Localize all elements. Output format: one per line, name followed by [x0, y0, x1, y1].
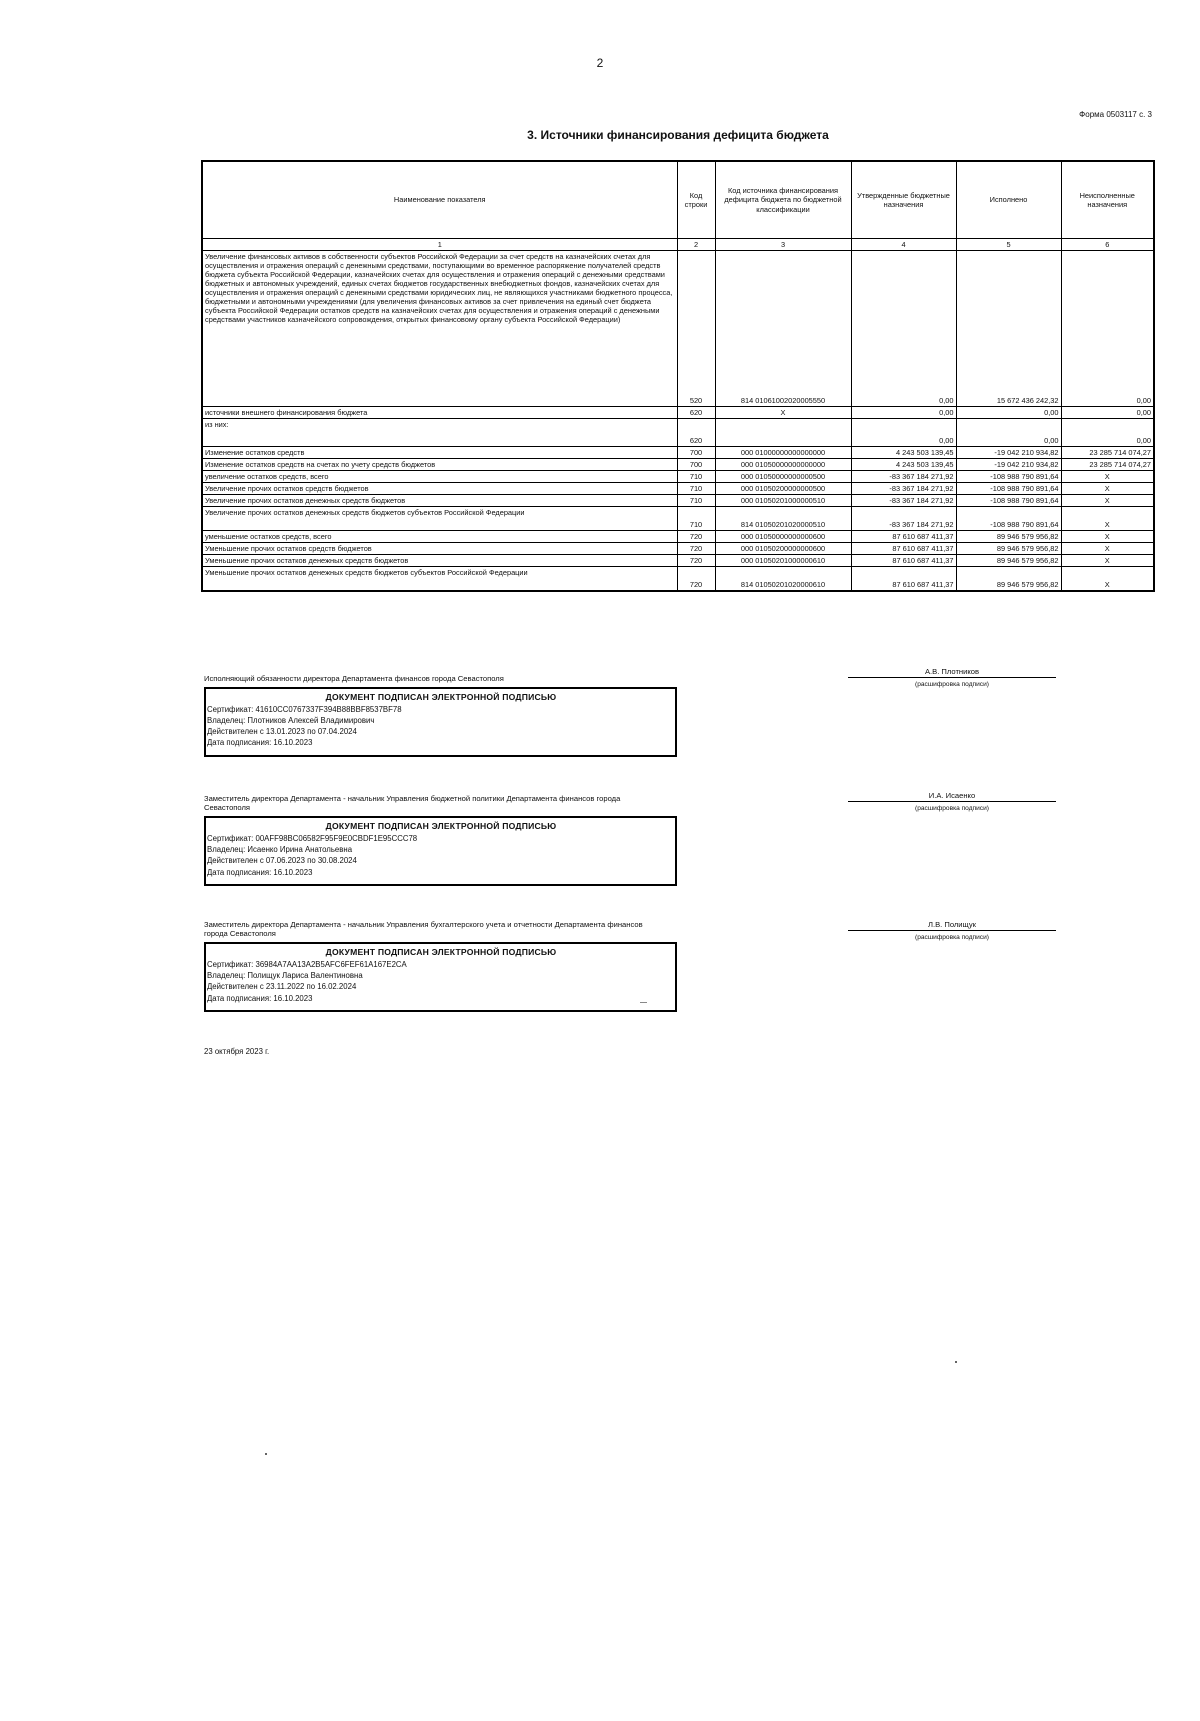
- stamp-title: ДОКУМЕНТ ПОДПИСАН ЭЛЕКТРОННОЙ ПОДПИСЬЮ: [325, 692, 557, 703]
- column-number: 2: [677, 239, 715, 251]
- stamp-signed-date: Дата подписания: 16.10.2023: [207, 993, 313, 1003]
- row-name: из них:: [202, 419, 677, 447]
- row-source-code: 000 01050201000000610: [715, 555, 851, 567]
- page-number: 2: [596, 56, 604, 70]
- signer-name: А.В. Плотников: [848, 667, 1056, 678]
- table-row: [202, 543, 1154, 555]
- row-approved: 87 610 687 411,37: [851, 543, 956, 555]
- row-line-code: 720: [677, 555, 715, 567]
- row-executed: 89 946 579 956,82: [956, 567, 1061, 591]
- row-approved: -83 367 184 271,92: [851, 483, 956, 495]
- page-title: 3. Источники финансирования дефицита бюджета: [527, 128, 829, 142]
- stamp-owner: Владелец: Плотников Алексей Владимирович: [207, 715, 375, 725]
- row-unexecuted: 0,00: [1061, 251, 1154, 407]
- header-indicator-name: Наименование показателя: [202, 161, 677, 239]
- stamp-validity: Действителен с 23.11.2022 по 16.02.2024: [207, 982, 357, 992]
- row-name: уменьшение остатков средств, всего: [202, 531, 677, 543]
- e-signature-stamp: [204, 942, 677, 1012]
- signer-hint: (расшифровка подписи): [915, 934, 989, 941]
- table-row: [202, 567, 1154, 591]
- report-date: 23 октября 2023 г.: [204, 1047, 270, 1056]
- row-line-code: 710: [677, 471, 715, 483]
- row-line-code: 700: [677, 459, 715, 471]
- row-source-code: [715, 419, 851, 447]
- row-unexecuted: 23 285 714 074,27: [1061, 459, 1154, 471]
- row-executed: -19 042 210 934,82: [956, 447, 1061, 459]
- column-number: 5: [956, 239, 1061, 251]
- e-signature-stamp: [204, 816, 677, 886]
- row-line-code: 720: [677, 531, 715, 543]
- signer-decoding: [848, 667, 1056, 688]
- row-approved: 87 610 687 411,37: [851, 531, 956, 543]
- table-row: [202, 555, 1154, 567]
- stamp-validity: Действителен с 13.01.2023 по 07.04.2024: [207, 727, 357, 737]
- row-line-code: 720: [677, 567, 715, 591]
- stamp-validity: Действителен с 07.06.2023 по 30.08.2024: [207, 856, 357, 866]
- column-number: 3: [715, 239, 851, 251]
- stamp-owner: Владелец: Полищук Лариса Валентиновна: [207, 970, 363, 980]
- row-name: Увеличение прочих остатков денежных средств бюджетов: [202, 495, 677, 507]
- stamp-signed-date: Дата подписания: 16.10.2023: [207, 867, 313, 877]
- header-line-code: Код строки: [677, 161, 715, 239]
- table-row: [202, 531, 1154, 543]
- row-source-code: 814 01050201020000610: [715, 567, 851, 591]
- signature-block: [204, 794, 677, 886]
- row-executed: 0,00: [956, 407, 1061, 419]
- row-name: Увеличение финансовых активов в собственности субъектов Российской Федерации за счет средств на казначейских счетах для осуществления и отражения операций с денежными средствами, поступающими во временное распоряжение получателей средств бюджета субъекта Российской Федерации, казначейских счетах для осуществления и отражения операций с денежными средствами бюджетных и автономных учреждений, единых счетах бюджетов государственных внебюджетных фондов, казначейских счетах для осуществления и отражения операций с денежными средствами юридических лиц, не являющихся участниками бюджетного процесса, бюджетными и автономными учреждениями (для увеличения финансовых активов за счет привлечения на единый счет бюджета субъекта Российской Федерации остатков средств на казначейских счетах для осуществления и отражения операций с денежными средствами участников казначейского сопровождения, открытых финансовому органу субъекта Российской Федерации): [202, 251, 677, 407]
- row-name: Уменьшение прочих остатков денежных средств бюджетов субъектов Российской Федерации: [202, 567, 677, 591]
- row-name: увеличение остатков средств, всего: [202, 471, 677, 483]
- stamp-title: ДОКУМЕНТ ПОДПИСАН ЭЛЕКТРОННОЙ ПОДПИСЬЮ: [325, 947, 557, 958]
- row-source-code: X: [715, 407, 851, 419]
- row-source-code: 000 01050000000000600: [715, 531, 851, 543]
- stamp-signed-date: Дата подписания: 16.10.2023: [207, 738, 313, 748]
- row-source-code: 000 01050201000000510: [715, 495, 851, 507]
- row-unexecuted: X: [1061, 531, 1154, 543]
- form-code: Форма 0503117 с. 3: [1079, 110, 1152, 119]
- row-unexecuted: 23 285 714 074,27: [1061, 447, 1154, 459]
- signer-position: Заместитель директора Департамента - начальник Управления бухгалтерского учета и отчетности Департамента финансов города Севастополя: [204, 920, 643, 939]
- row-unexecuted: X: [1061, 507, 1154, 531]
- row-unexecuted: X: [1061, 495, 1154, 507]
- row-source-code: 000 01050200000000600: [715, 543, 851, 555]
- row-approved: 87 610 687 411,37: [851, 555, 956, 567]
- row-executed: 15 672 436 242,32: [956, 251, 1061, 407]
- signer-position: Исполняющий обязанности директора Департамента финансов города Севастополя: [204, 674, 504, 683]
- header-unexecuted: Неисполненные назначения: [1061, 161, 1154, 239]
- row-approved: -83 367 184 271,92: [851, 471, 956, 483]
- row-name: Изменение остатков средств на счетах по учету средств бюджетов: [202, 459, 677, 471]
- row-source-code: 814 01061002020005550: [715, 251, 851, 407]
- row-executed: 0,00: [956, 419, 1061, 447]
- stamp-title: ДОКУМЕНТ ПОДПИСАН ЭЛЕКТРОННОЙ ПОДПИСЬЮ: [325, 821, 557, 832]
- row-source-code: 000 01050200000000500: [715, 483, 851, 495]
- row-name: Уменьшение прочих остатков средств бюджетов: [202, 543, 677, 555]
- row-unexecuted: 0,00: [1061, 407, 1154, 419]
- signer-position: Заместитель директора Департамента - начальник Управления бюджетной политики Департамента финансов города Севастополя: [204, 794, 621, 813]
- signature-block: [204, 920, 677, 1012]
- column-number: 4: [851, 239, 956, 251]
- table-row: [202, 251, 1154, 407]
- column-number: 1: [202, 239, 677, 251]
- row-approved: -83 367 184 271,92: [851, 507, 956, 531]
- row-unexecuted: 0,00: [1061, 419, 1154, 447]
- row-source-code: 814 01050201020000510: [715, 507, 851, 531]
- row-name: источники внешнего финансирования бюджета: [202, 407, 677, 419]
- row-line-code: 520: [677, 251, 715, 407]
- row-unexecuted: X: [1061, 483, 1154, 495]
- row-executed: -108 988 790 891,64: [956, 507, 1061, 531]
- table-header-row: [202, 161, 1154, 239]
- column-number: 6: [1061, 239, 1154, 251]
- row-line-code: 710: [677, 507, 715, 531]
- signer-hint: (расшифровка подписи): [915, 681, 989, 688]
- row-line-code: 620: [677, 419, 715, 447]
- signature-block: [204, 674, 677, 757]
- table-row: [202, 471, 1154, 483]
- row-approved: 4 243 503 139,45: [851, 447, 956, 459]
- table-row: [202, 407, 1154, 419]
- row-approved: 0,00: [851, 419, 956, 447]
- stamp-certificate: Сертификат: 00AFF98BC06582F95F9E0CBDF1E95CCC78: [207, 833, 418, 843]
- row-approved: -83 367 184 271,92: [851, 495, 956, 507]
- row-source-code: 000 01000000000000000: [715, 447, 851, 459]
- table-row: [202, 483, 1154, 495]
- row-executed: -108 988 790 891,64: [956, 495, 1061, 507]
- row-approved: 0,00: [851, 407, 956, 419]
- row-approved: 0,00: [851, 251, 956, 407]
- row-approved: 4 243 503 139,45: [851, 459, 956, 471]
- scan-speck: [955, 1361, 957, 1363]
- header-executed: Исполнено: [956, 161, 1061, 239]
- row-name: Уменьшение прочих остатков денежных средств бюджетов: [202, 555, 677, 567]
- row-executed: 89 946 579 956,82: [956, 555, 1061, 567]
- table-row: [202, 507, 1154, 531]
- signer-name: Л.В. Полищук: [848, 920, 1056, 931]
- row-executed: -108 988 790 891,64: [956, 471, 1061, 483]
- column-numbers-row: [202, 239, 1154, 251]
- scan-mark: —: [640, 998, 647, 1006]
- signer-hint: (расшифровка подписи): [915, 805, 989, 812]
- row-line-code: 710: [677, 495, 715, 507]
- table-row: [202, 459, 1154, 471]
- stamp-owner: Владелец: Исаенко Ирина Анатольевна: [207, 844, 353, 854]
- stamp-certificate: Сертификат: 41610CC0767337F394B88BBF8537BF78: [207, 704, 402, 714]
- table-row: [202, 495, 1154, 507]
- row-executed: 89 946 579 956,82: [956, 543, 1061, 555]
- header-approved: Утвержденные бюджетные назначения: [851, 161, 956, 239]
- row-name: Увеличение прочих остатков средств бюджетов: [202, 483, 677, 495]
- e-signature-stamp: [204, 687, 677, 757]
- row-source-code: 000 01050000000000500: [715, 471, 851, 483]
- row-source-code: 000 01050000000000000: [715, 459, 851, 471]
- signer-decoding: [848, 920, 1056, 941]
- row-approved: 87 610 687 411,37: [851, 567, 956, 591]
- row-line-code: 710: [677, 483, 715, 495]
- signer-decoding: [848, 791, 1056, 812]
- table-row: [202, 447, 1154, 459]
- row-line-code: 720: [677, 543, 715, 555]
- row-line-code: 620: [677, 407, 715, 419]
- row-unexecuted: X: [1061, 543, 1154, 555]
- row-unexecuted: X: [1061, 567, 1154, 591]
- table-row: [202, 419, 1154, 447]
- row-unexecuted: X: [1061, 555, 1154, 567]
- row-executed: -108 988 790 891,64: [956, 483, 1061, 495]
- header-source-code: Код источника финансирования дефицита бюджета по бюджетной классификации: [715, 161, 851, 239]
- row-name: Увеличение прочих остатков денежных средств бюджетов субъектов Российской Федерации: [202, 507, 677, 531]
- signer-name: И.А. Исаенко: [848, 791, 1056, 802]
- financing-sources-table: [201, 160, 1155, 592]
- stamp-certificate: Сертификат: 36984A7AA13A2B5AFC6FEF61A167E2CA: [207, 959, 407, 969]
- scan-speck: [265, 1453, 267, 1455]
- row-line-code: 700: [677, 447, 715, 459]
- row-name: Изменение остатков средств: [202, 447, 677, 459]
- row-executed: 89 946 579 956,82: [956, 531, 1061, 543]
- row-unexecuted: X: [1061, 471, 1154, 483]
- row-executed: -19 042 210 934,82: [956, 459, 1061, 471]
